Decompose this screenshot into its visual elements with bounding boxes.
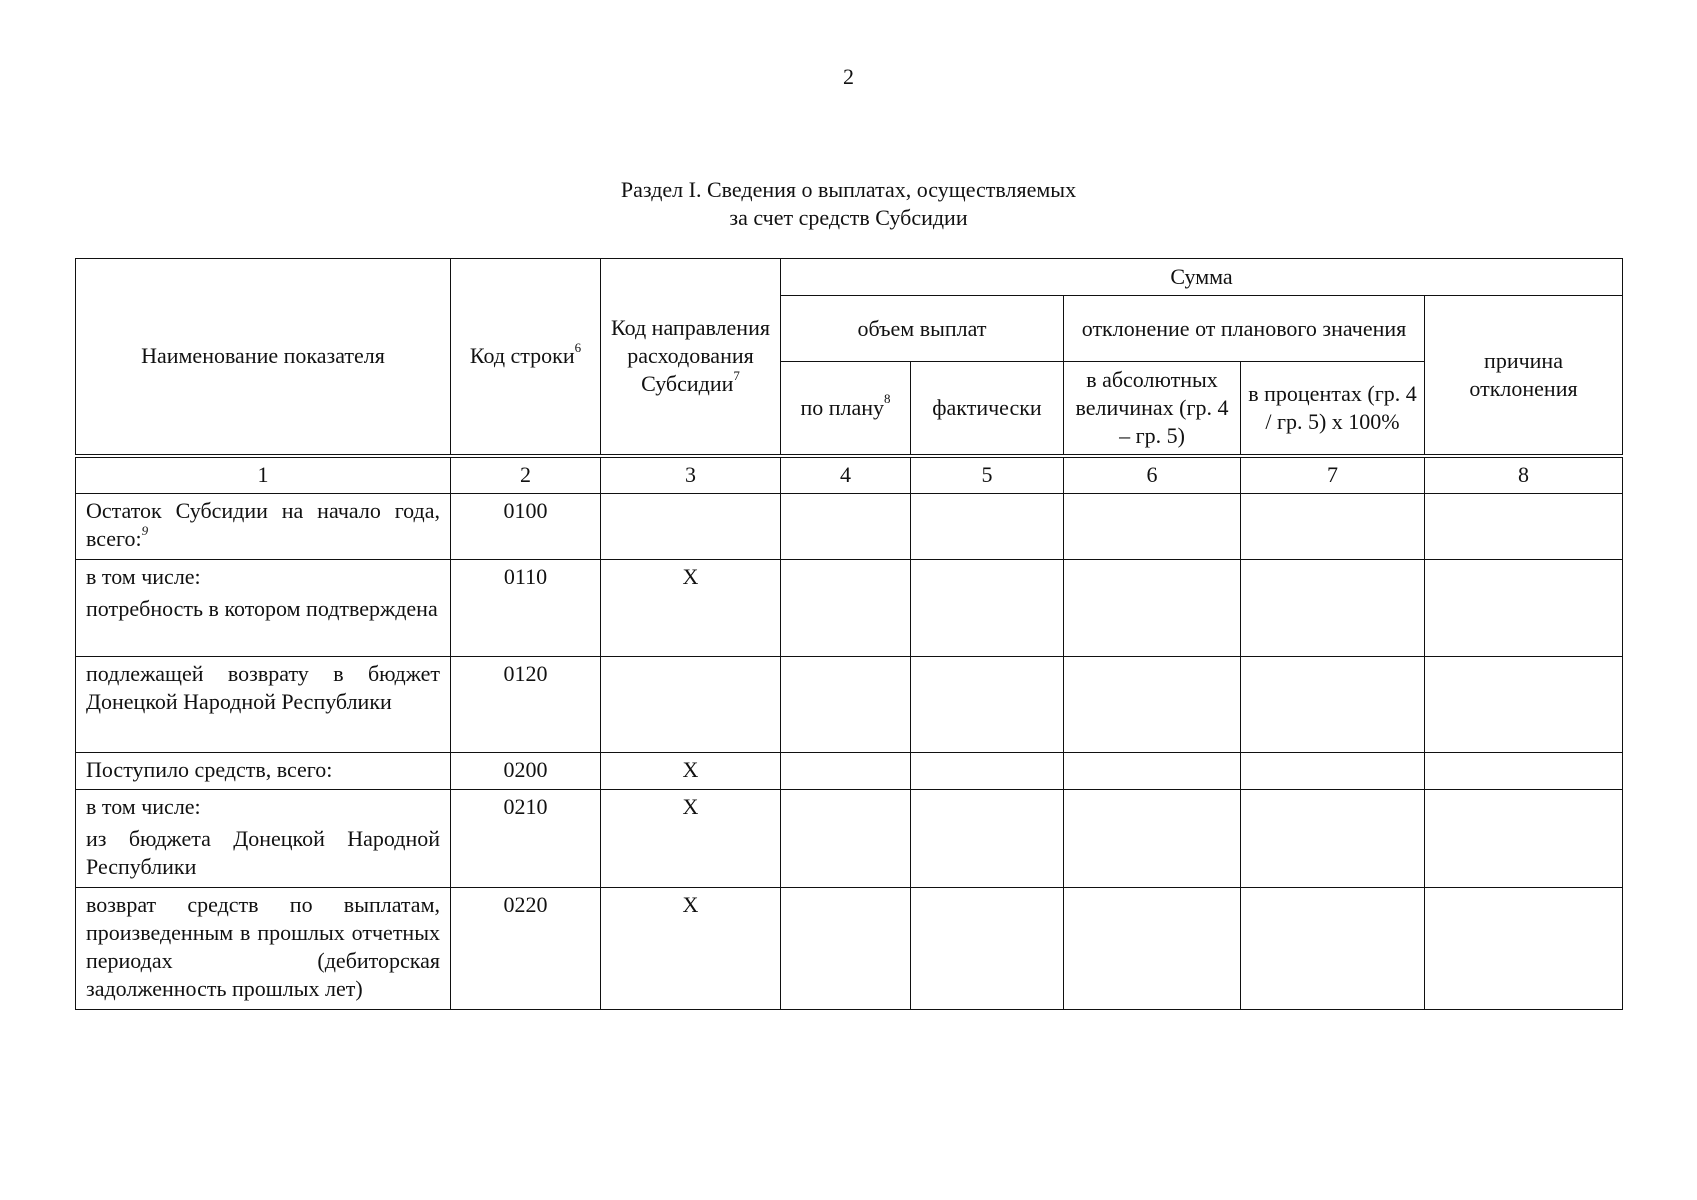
header-plan-text: по плану bbox=[800, 394, 885, 420]
column-number: 4 bbox=[781, 456, 911, 494]
column-number-row bbox=[76, 456, 1623, 494]
table-row bbox=[76, 560, 1623, 657]
indicator-name-prefix: в том числе: bbox=[86, 794, 201, 819]
header-actual bbox=[911, 362, 1064, 456]
footnote-mark: 9 bbox=[141, 522, 149, 538]
value-cell-percent bbox=[1241, 790, 1425, 888]
value-cell-actual bbox=[911, 888, 1064, 1010]
value-cell-percent bbox=[1241, 888, 1425, 1010]
row-code: 0200 bbox=[451, 753, 601, 790]
footnote-mark: 8 bbox=[884, 391, 891, 407]
value-cell-plan bbox=[781, 753, 911, 790]
direction-code: X bbox=[601, 560, 781, 657]
header-indicator-name bbox=[76, 259, 451, 456]
header-deviation-absolute-text: в абсолютных величинах (гр. 4 – гр. 5) bbox=[1075, 366, 1229, 448]
indicator-name-text: из бюджета Донецкой Народной Республики bbox=[86, 826, 440, 879]
value-cell-reason bbox=[1425, 494, 1623, 560]
value-cell-actual bbox=[911, 560, 1064, 657]
header-sum bbox=[781, 259, 1623, 296]
value-cell-actual bbox=[911, 753, 1064, 790]
header-direction-code-text: Код направления расходования Субсидии bbox=[611, 315, 770, 397]
header-row-code bbox=[451, 259, 601, 456]
value-cell-actual bbox=[911, 790, 1064, 888]
value-cell-actual bbox=[911, 494, 1064, 560]
row-code: 0210 bbox=[451, 790, 601, 888]
row-code: 0120 bbox=[451, 657, 601, 753]
value-cell-absolute bbox=[1064, 790, 1241, 888]
indicator-name-text: потребность в котором подтверждена bbox=[86, 596, 438, 621]
header-direction-code bbox=[601, 259, 781, 456]
value-cell-plan bbox=[781, 790, 911, 888]
column-number: 3 bbox=[601, 456, 781, 494]
direction-code bbox=[601, 657, 781, 753]
value-cell-percent bbox=[1241, 753, 1425, 790]
section-title-line-1: Раздел I. Сведения о выплатах, осуществляемых bbox=[620, 177, 1077, 202]
value-cell-plan bbox=[781, 657, 911, 753]
column-number: 7 bbox=[1241, 456, 1425, 494]
value-cell-percent bbox=[1241, 560, 1425, 657]
page-number: 2 bbox=[843, 64, 854, 89]
header-deviation-reason bbox=[1425, 296, 1623, 456]
footnote-mark: 7 bbox=[733, 367, 740, 383]
direction-code: X bbox=[601, 790, 781, 888]
header-plan bbox=[781, 362, 911, 456]
direction-code: X bbox=[601, 753, 781, 790]
indicator-name bbox=[76, 560, 451, 657]
header-deviation-percent bbox=[1241, 362, 1425, 456]
value-cell-absolute bbox=[1064, 494, 1241, 560]
value-cell-absolute bbox=[1064, 657, 1241, 753]
indicator-name-text: Остаток Субсидии на начало года, всего: bbox=[86, 498, 440, 551]
header-indicator-name-text: Наименование показателя bbox=[141, 343, 385, 369]
header-deviation bbox=[1064, 296, 1425, 362]
column-number: 6 bbox=[1064, 456, 1241, 494]
row-code: 0110 bbox=[451, 560, 601, 657]
indicator-name: Поступило средств, всего: bbox=[76, 753, 451, 790]
indicator-name-prefix: в том числе: bbox=[86, 564, 201, 589]
header-deviation-text: отклонение от планового значения bbox=[1081, 315, 1407, 341]
table-row bbox=[76, 494, 1623, 560]
indicator-name bbox=[76, 494, 451, 560]
column-number: 2 bbox=[451, 456, 601, 494]
indicator-name: подлежащей возврату в бюджет Донецкой Народной Республики bbox=[76, 657, 451, 753]
value-cell-absolute bbox=[1064, 560, 1241, 657]
header-deviation-percent-text: в процентах (гр. 4 / гр. 5) x 100% bbox=[1248, 380, 1417, 434]
section-title-line-2: за счет средств Субсидии bbox=[729, 205, 968, 230]
header-deviation-reason-text: причина отклонения bbox=[1469, 347, 1578, 401]
value-cell-plan bbox=[781, 494, 911, 560]
value-cell-reason bbox=[1425, 790, 1623, 888]
row-code: 0100 bbox=[451, 494, 601, 560]
value-cell-absolute bbox=[1064, 888, 1241, 1010]
value-cell-actual bbox=[911, 657, 1064, 753]
table-row bbox=[76, 753, 1623, 790]
footnote-mark: 6 bbox=[574, 339, 582, 355]
value-cell-plan bbox=[781, 560, 911, 657]
column-number: 5 bbox=[911, 456, 1064, 494]
column-number: 1 bbox=[76, 456, 451, 494]
section-title bbox=[0, 176, 1697, 232]
table-row bbox=[76, 888, 1623, 1010]
header-deviation-absolute bbox=[1064, 362, 1241, 456]
header-payment-volume-text: объем выплат bbox=[857, 315, 987, 341]
header-payment-volume bbox=[781, 296, 1064, 362]
value-cell-plan bbox=[781, 888, 911, 1010]
column-number: 8 bbox=[1425, 456, 1623, 494]
indicator-name bbox=[76, 790, 451, 888]
payments-table bbox=[75, 258, 1623, 1010]
table-row bbox=[76, 657, 1623, 753]
value-cell-percent bbox=[1241, 657, 1425, 753]
header-row-code-text: Код строки bbox=[469, 343, 575, 369]
direction-code bbox=[601, 494, 781, 560]
value-cell-reason bbox=[1425, 753, 1623, 790]
row-code: 0220 bbox=[451, 888, 601, 1010]
value-cell-absolute bbox=[1064, 753, 1241, 790]
direction-code: X bbox=[601, 888, 781, 1010]
header-actual-text: фактически bbox=[932, 394, 1042, 420]
header-sum-text: Сумма bbox=[1170, 264, 1233, 289]
table-row bbox=[76, 790, 1623, 888]
value-cell-reason bbox=[1425, 560, 1623, 657]
value-cell-percent bbox=[1241, 494, 1425, 560]
value-cell-reason bbox=[1425, 888, 1623, 1010]
indicator-name: возврат средств по выплатам, произведенным в прошлых отчетных периодах (дебиторская задолженность прошлых лет) bbox=[76, 888, 451, 1010]
value-cell-reason bbox=[1425, 657, 1623, 753]
